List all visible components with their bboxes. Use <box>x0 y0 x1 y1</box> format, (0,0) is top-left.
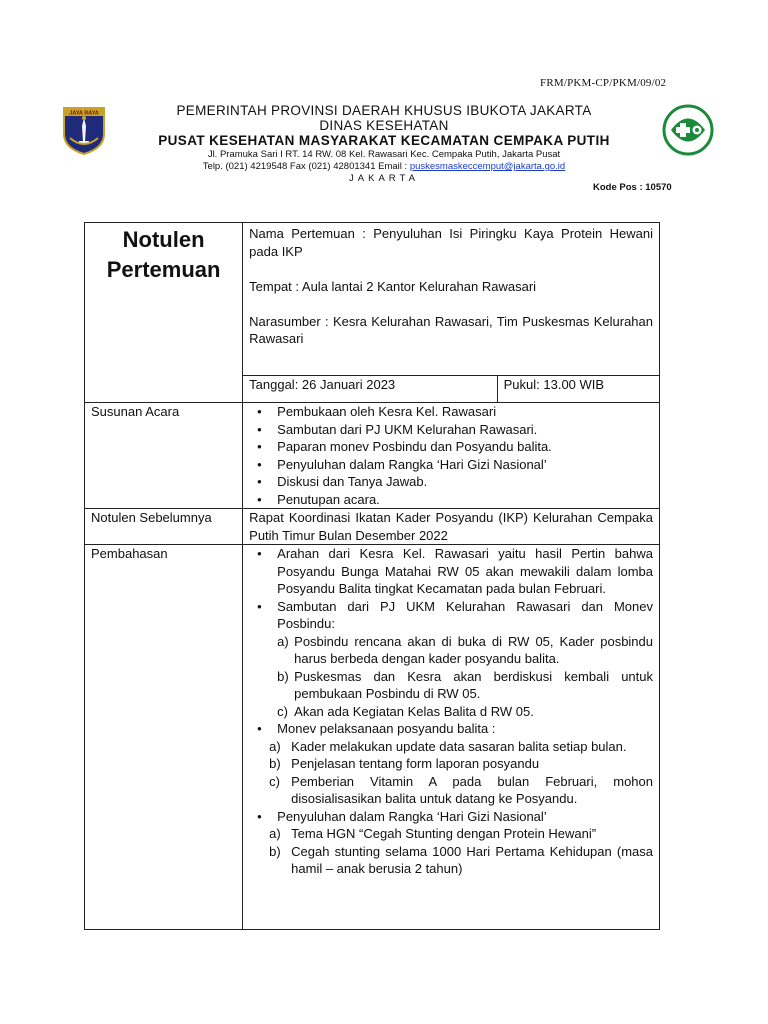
discussion-point-text: Monev pelaksanaan posyandu balita : <box>277 721 496 736</box>
discussion-subitem <box>249 668 653 703</box>
header-address: Jl. Pramuka Sari I RT. 14 RW. 08 Kel. Rawasari Kec. Cempaka Putih, Jakarta Pusat <box>207 149 561 160</box>
jakarta-emblem-logo <box>58 104 110 156</box>
header-department: DINAS KESEHATAN <box>319 118 449 133</box>
subitem-marker: a) <box>269 738 281 754</box>
subitem-text: Tema HGN “Cegah Stunting dengan Protein Hewani” <box>291 826 597 841</box>
meeting-name: Nama Pertemuan : Penyuluhan Isi Piringku Kaya Protein Hewani pada IKP <box>249 226 653 259</box>
discussion-subitem <box>249 703 653 721</box>
meeting-date: Tanggal: 26 Januari 2023 <box>243 376 497 403</box>
header-contact-text: Telp. (021) 4219548 Fax (021) 42801341 Email : <box>202 161 410 172</box>
header-institution: PUSAT KESEHATAN MASYARAKAT KECAMATAN CEMPAKA PUTIH <box>158 133 610 148</box>
agenda-item: • Penutupan acara. <box>249 491 653 509</box>
subitem-marker: a) <box>269 826 281 841</box>
discussion-subitem <box>249 843 653 878</box>
discussion-point-text: Sambutan dari PJ UKM Kelurahan Rawasari dan Monev Posbindu: <box>277 598 653 631</box>
discussion-sublist <box>249 633 653 721</box>
discussion-label: Pembahasan <box>85 545 243 930</box>
subitem-text: Cegah stunting selama 1000 Hari Pertama Kehidupan (masa hamil – anak berusia 2 tahun) <box>291 843 653 876</box>
subitem-marker: c) <box>277 703 288 719</box>
header-city: JAKARTA <box>349 173 419 184</box>
subitem-text: Akan ada Kegiatan Kelas Balita d RW 05. <box>294 703 534 719</box>
puskesmas-logo <box>661 103 715 157</box>
previous-minutes-text: Rapat Koordinasi Ikatan Kader Posyandu (IKP) Kelurahan Cempaka Putih Timur Bulan Desember 2022 <box>243 509 660 545</box>
agenda-label: Susunan Acara <box>85 403 243 509</box>
discussion-list <box>249 545 653 878</box>
emblem-text: JAYA RAYA <box>69 110 99 117</box>
postal-code: Kode Pos : 10570 <box>593 182 672 193</box>
meeting-speakers: Narasumber : Kesra Kelurahan Rawasari, Tim Puskesmas Kelurahan Rawasari <box>249 313 653 346</box>
subitem-marker: b) <box>269 756 281 771</box>
agenda-item: • Paparan monev Posbindu dan Posyandu balita. <box>249 438 653 456</box>
discussion-point-text: Penyuluhan dalam Rangka ‘Hari Gizi Nasional’ <box>277 808 547 824</box>
subitem-text: Penjelasan tentang form laporan posyandu <box>291 756 540 771</box>
agenda-cell <box>243 403 660 509</box>
discussion-point-text: Arahan dari Kesra Kel. Rawasari yaitu hasil Pertin bahwa Posyandu Bunga Matahai RW 05 akan mewakili dalam lomba Posyandu Balita tingkat Kecamatan pada bulan Februari. <box>277 546 653 596</box>
agenda-item: • Sambutan dari PJ UKM Kelurahan Rawasari. <box>249 421 653 439</box>
header-government: PEMERINTAH PROVINSI DAERAH KHUSUS IBUKOTA JAKARTA <box>176 103 592 118</box>
discussion-sublist <box>249 825 653 878</box>
subitem-text: Pemberian Vitamin A pada bulan Februari, mohon disosialisasikan balita untuk datang ke Posyandu. <box>291 773 653 806</box>
meeting-time: Pukul: 13.00 WIB <box>497 376 659 403</box>
discussion-subitem <box>249 773 653 808</box>
meeting-place: Tempat : Aula lantai 2 Kantor Kelurahan Rawasari <box>249 278 537 294</box>
agenda-item: • Pembukaan oleh Kesra Kel. Rawasari <box>249 403 653 421</box>
email-link[interactable]: puskesmaskeccemput@jakarta.go.id <box>409 161 566 172</box>
header-contact <box>130 161 638 173</box>
discussion-point <box>249 720 653 808</box>
previous-minutes-label: Notulen Sebelumnya <box>85 509 243 545</box>
discussion-subitem <box>249 738 653 756</box>
discussion-point <box>249 598 653 721</box>
agenda-item: • Diskusi dan Tanya Jawab. <box>249 473 653 491</box>
subitem-marker: b) <box>269 843 281 859</box>
form-code: FRM/PKM-CP/PKM/09/02 <box>540 77 667 89</box>
title-line-2: Pertemuan <box>106 257 221 282</box>
subitem-marker: a) <box>277 633 289 649</box>
discussion-subitem <box>249 633 653 668</box>
agenda-list <box>249 403 653 508</box>
subitem-text: Kader melakukan update data sasaran balita setiap bulan. <box>291 738 627 754</box>
subitem-marker: b) <box>277 668 289 684</box>
subitem-text: Puskesmas dan Kesra akan berdiskusi kembali untuk pembukaan Posbindu di RW 05. <box>294 668 653 701</box>
minutes-title-cell <box>85 223 243 403</box>
subitem-text: Posbindu rencana akan di buka di RW 05, Kader posbindu harus berbeda dengan kader posyandu balita. <box>294 633 653 666</box>
discussion-point <box>249 545 653 598</box>
subitem-marker: c) <box>269 773 280 789</box>
agenda-item: • Penyuluhan dalam Rangka ‘Hari Gizi Nasional’ <box>249 456 653 474</box>
discussion-sublist <box>249 738 653 808</box>
discussion-point <box>249 808 653 878</box>
meeting-info-cell <box>243 223 660 376</box>
letterhead <box>130 103 638 185</box>
minutes-table <box>84 222 660 930</box>
discussion-subitem <box>249 825 653 843</box>
title-line-1: Notulen <box>122 227 205 252</box>
discussion-subitem <box>249 755 653 773</box>
discussion-cell <box>243 545 660 930</box>
